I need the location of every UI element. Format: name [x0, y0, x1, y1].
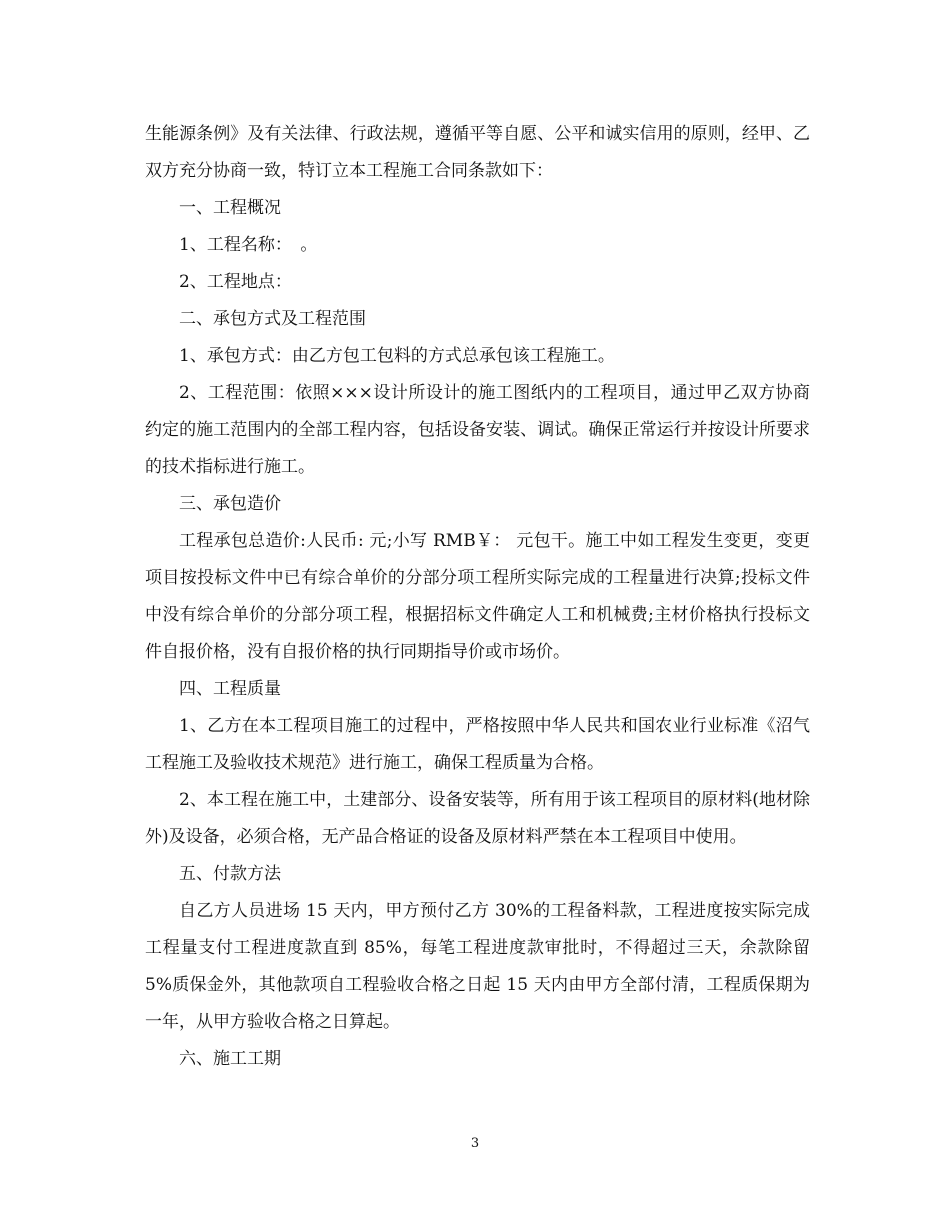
paragraph-contract-price: 工程承包总造价:人民币: 元;小写 RMB￥： 元包干。施工中如工程发生变更，变更项目按投标文件中已有综合单价的分部分项工程所实际完成的工程量进行决算;投标文件中没有综合单价的分部分项工程，根据招标文件确定人工和机械费;主材价格执行投标文件自报价格，没有自报价格的执行同期指导价或市场价。: [145, 531, 810, 662]
paragraph-project-scope: 2、工程范围：依照×××设计所设计的施工图纸内的工程项目，通过甲乙双方协商约定的施工范围内的全部工程内容，包括设备安装、调试。确保正常运行并按设计所要求的技术指标进行施工。: [145, 383, 810, 477]
paragraph-materials-requirement: 2、本工程在施工中，土建部分、设备安装等，所有用于该工程项目的原材料(地材除外)及设备，必须合格，无产品合格证的设备及原材料严禁在本工程项目中使用。: [145, 790, 810, 847]
paragraph-preamble: 生能源条例》及有关法律、行政法规，遵循平等自愿、公平和诚实信用的原则，经甲、乙双方充分协商一致，特订立本工程施工合同条款如下：: [145, 124, 810, 181]
section-heading-project-quality: 四、工程质量: [179, 679, 281, 699]
paragraph-project-name: 1、工程名称： 。: [179, 235, 318, 255]
paragraph-payment-terms: 自乙方人员进场 15 天内，甲方预付乙方 30%的工程备料款，工程进度按实际完成工程量支付工程进度款直到 85%，每笔工程进度款审批时，不得超过三天，余款除留 5%质保金外，其他款项自工程验收合格之日起 15 天内由甲方全部付清，工程质保期为一年，从甲方验收合格之日算起。: [145, 901, 810, 1032]
paragraph-quality-standard: 1、乙方在本工程项目施工的过程中，严格按照中华人民共和国农业行业标准《沼气工程施工及验收技术规范》进行施工，确保工程质量为合格。: [145, 716, 810, 773]
paragraph-contract-method: 1、承包方式：由乙方包工包料的方式总承包该工程施工。: [179, 346, 615, 366]
paragraph-project-location: 2、工程地点：: [179, 272, 292, 292]
section-heading-construction-period: 六、施工工期: [179, 1049, 281, 1069]
section-heading-contract-scope: 二、承包方式及工程范围: [179, 309, 366, 329]
section-heading-contract-price: 三、承包造价: [179, 494, 281, 514]
page-number: 3: [470, 1136, 480, 1151]
section-heading-project-overview: 一、工程概况: [179, 198, 281, 218]
document-body: [145, 116, 810, 1078]
section-heading-payment-method: 五、付款方法: [179, 864, 281, 884]
